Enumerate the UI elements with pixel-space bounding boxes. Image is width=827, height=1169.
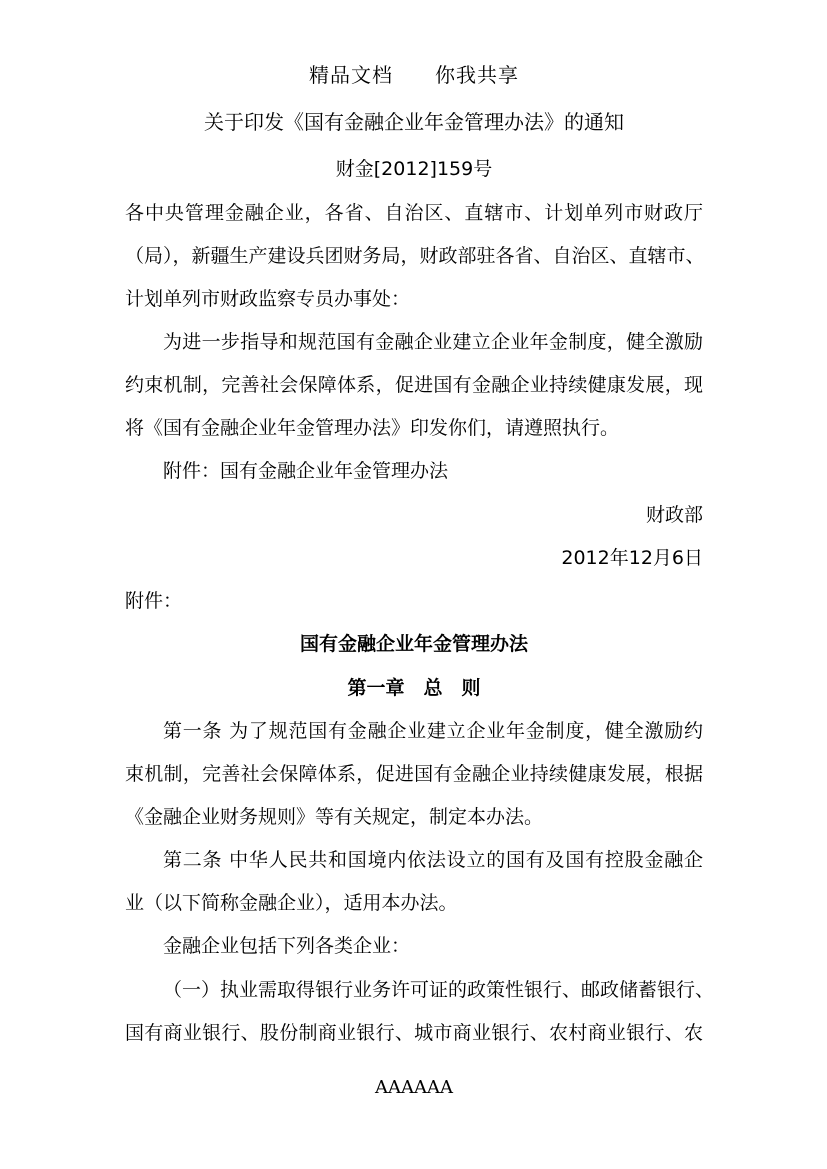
attachment-title: 国有金融企业年金管理办法: [299, 633, 528, 655]
article-line: 第一条 为了规范国有金融企业建立企业年金制度，健全激励约: [163, 720, 703, 742]
chapter-heading: 第一章 总 则: [347, 677, 481, 699]
article-line: 第二条 中华人民共和国境内依法设立的国有及国有控股金融企: [163, 849, 703, 871]
article-line: 束机制，完善社会保障体系，促进国有金融企业持续健康发展，根据: [125, 763, 703, 785]
header-left: 精品文档: [309, 63, 393, 87]
item-line: （一）执业需取得银行业务许可证的政策性银行、邮政储蓄银行、: [163, 979, 715, 1001]
body-line: 为进一步指导和规范国有金融企业建立企业年金制度，健全激励: [163, 331, 703, 353]
doc-number: 财金[2012]159号: [335, 158, 493, 180]
item-line: 国有商业银行、股份制商业银行、城市商业银行、农村商业银行、农: [125, 1022, 703, 1044]
article-line: 业（以下简称金融企业），适用本办法。: [125, 892, 458, 914]
addressee-line: 各中央管理金融企业，各省、自治区、直辖市、计划单列市财政厅: [125, 202, 703, 224]
addressee-line: （局），新疆生产建设兵团财务局，财政部驻各省、自治区、直辖市、: [125, 245, 705, 267]
issuer: 财政部: [645, 504, 703, 526]
body-line: 将《国有金融企业年金管理办法》印发你们，请遵照执行。: [125, 417, 620, 439]
notice-title: 关于印发《国有金融企业年金管理办法》的通知: [204, 110, 624, 134]
page-footer: AAAAAA: [375, 1077, 453, 1098]
attachment-note: 附件：国有金融企业年金管理办法: [163, 460, 449, 482]
attachment-label: 附件：: [125, 590, 183, 612]
article-line: 《金融企业财务规则》等有关规定，制定本办法。: [125, 806, 544, 828]
issue-date: 2012年12月6日: [561, 547, 703, 569]
page-header: [125, 60, 703, 90]
header-right: 你我共享: [435, 63, 519, 87]
categories-intro: 金融企业包括下列各类企业：: [163, 935, 411, 957]
addressee-line: 计划单列市财政监察专员办事处：: [125, 288, 411, 310]
body-line: 约束机制，完善社会保障体系，促进国有金融企业持续健康发展，现: [125, 374, 703, 396]
